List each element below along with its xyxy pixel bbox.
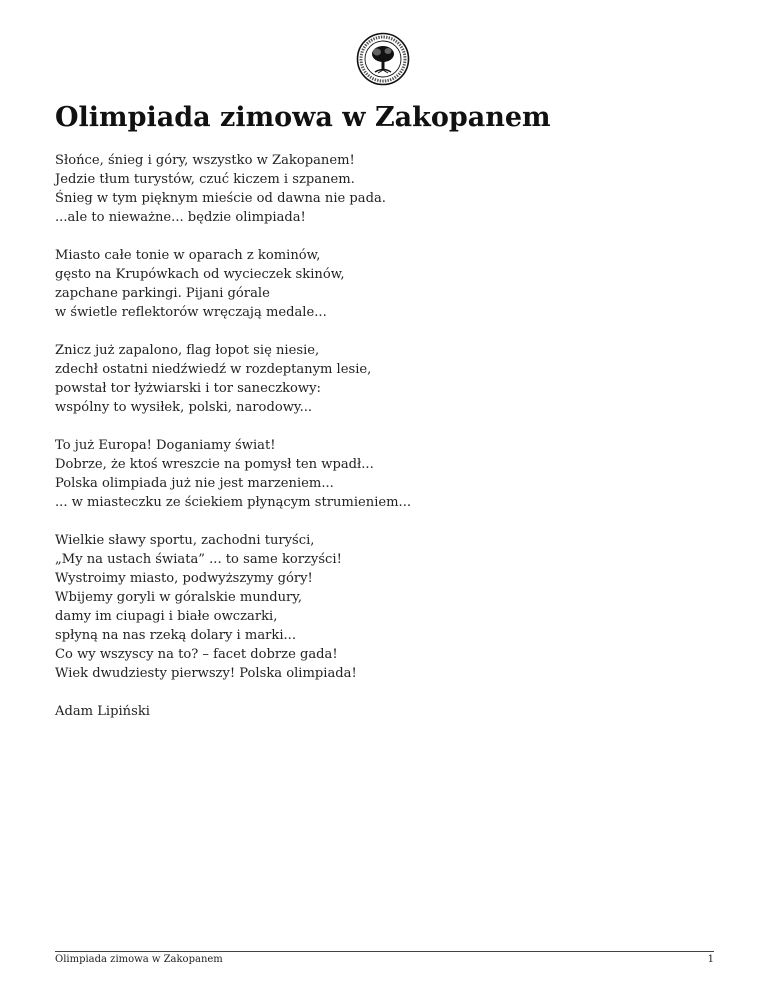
poem-line: Wbijemy goryli w góralskie mundury, xyxy=(55,590,303,605)
poem xyxy=(55,151,715,721)
stanza xyxy=(55,341,715,417)
poem-line: Dobrze, że ktoś wreszcie na pomysł ten wpadł... xyxy=(55,457,374,472)
poem-line: Polska olimpiada już nie jest marzeniem... xyxy=(55,476,334,491)
stanza xyxy=(55,246,715,322)
poem-line: Słońce, śnieg i góry, wszystko w Zakopanem! xyxy=(55,153,355,168)
poem-line: zapchane parkingi. Pijani górale xyxy=(55,286,270,301)
stanza xyxy=(55,531,715,683)
poem-line: Śnieg w tym pięknym mieście od dawna nie pada. xyxy=(55,191,386,206)
poem-line: Znicz już zapalono, flag łopot się niesie, xyxy=(55,343,320,358)
poem-line: damy im ciupagi i białe owczarki, xyxy=(55,609,278,624)
poem-line: Wielkie sławy sportu, zachodni turyści, xyxy=(55,533,315,548)
poem-line: To już Europa! Doganiamy świat! xyxy=(55,438,276,453)
stanza xyxy=(55,436,715,512)
poem-line: Co wy wszyscy na to? – facet dobrze gada! xyxy=(55,647,338,662)
stanza xyxy=(55,151,715,227)
footer-divider xyxy=(55,951,714,952)
poem-line: zdechł ostatni niedźwiedź w rozdeptanym lesie, xyxy=(55,362,372,377)
poem-line: gęsto na Krupówkach od wycieczek skinów, xyxy=(55,267,345,282)
poem-line: w świetle reflektorów wręczają medale... xyxy=(55,305,327,320)
page-number: 1 xyxy=(707,954,714,965)
poem-line: ...ale to nieważne... będzie olimpiada! xyxy=(55,210,306,225)
tree-seal-logo-icon xyxy=(356,32,410,86)
poem-line: wspólny to wysiłek, polski, narodowy... xyxy=(55,400,313,415)
poem-line: powstał tor łyżwiarski i tor saneczkowy: xyxy=(55,381,321,396)
poem-line: ... w miasteczku ze ściekiem płynącym strumieniem... xyxy=(55,495,412,510)
author-signature: Adam Lipiński xyxy=(55,704,150,719)
poem-line: Wystroimy miasto, podwyższymy góry! xyxy=(55,571,313,586)
footer-title: Olimpiada zimowa w Zakopanem xyxy=(55,954,223,965)
poem-line: spłyną na nas rzeką dolary i marki... xyxy=(55,628,296,643)
poem-line: „My na ustach świata” ... to same korzyści! xyxy=(55,552,342,567)
poem-line: Miasto całe tonie w oparach z kominów, xyxy=(55,248,321,263)
page-title: Olimpiada zimowa w Zakopanem xyxy=(55,102,551,133)
poem-line: Jedzie tłum turystów, czuć kiczem i szpanem. xyxy=(55,172,355,187)
poem-line: Wiek dwudziesty pierwszy! Polska olimpiada! xyxy=(55,666,357,681)
